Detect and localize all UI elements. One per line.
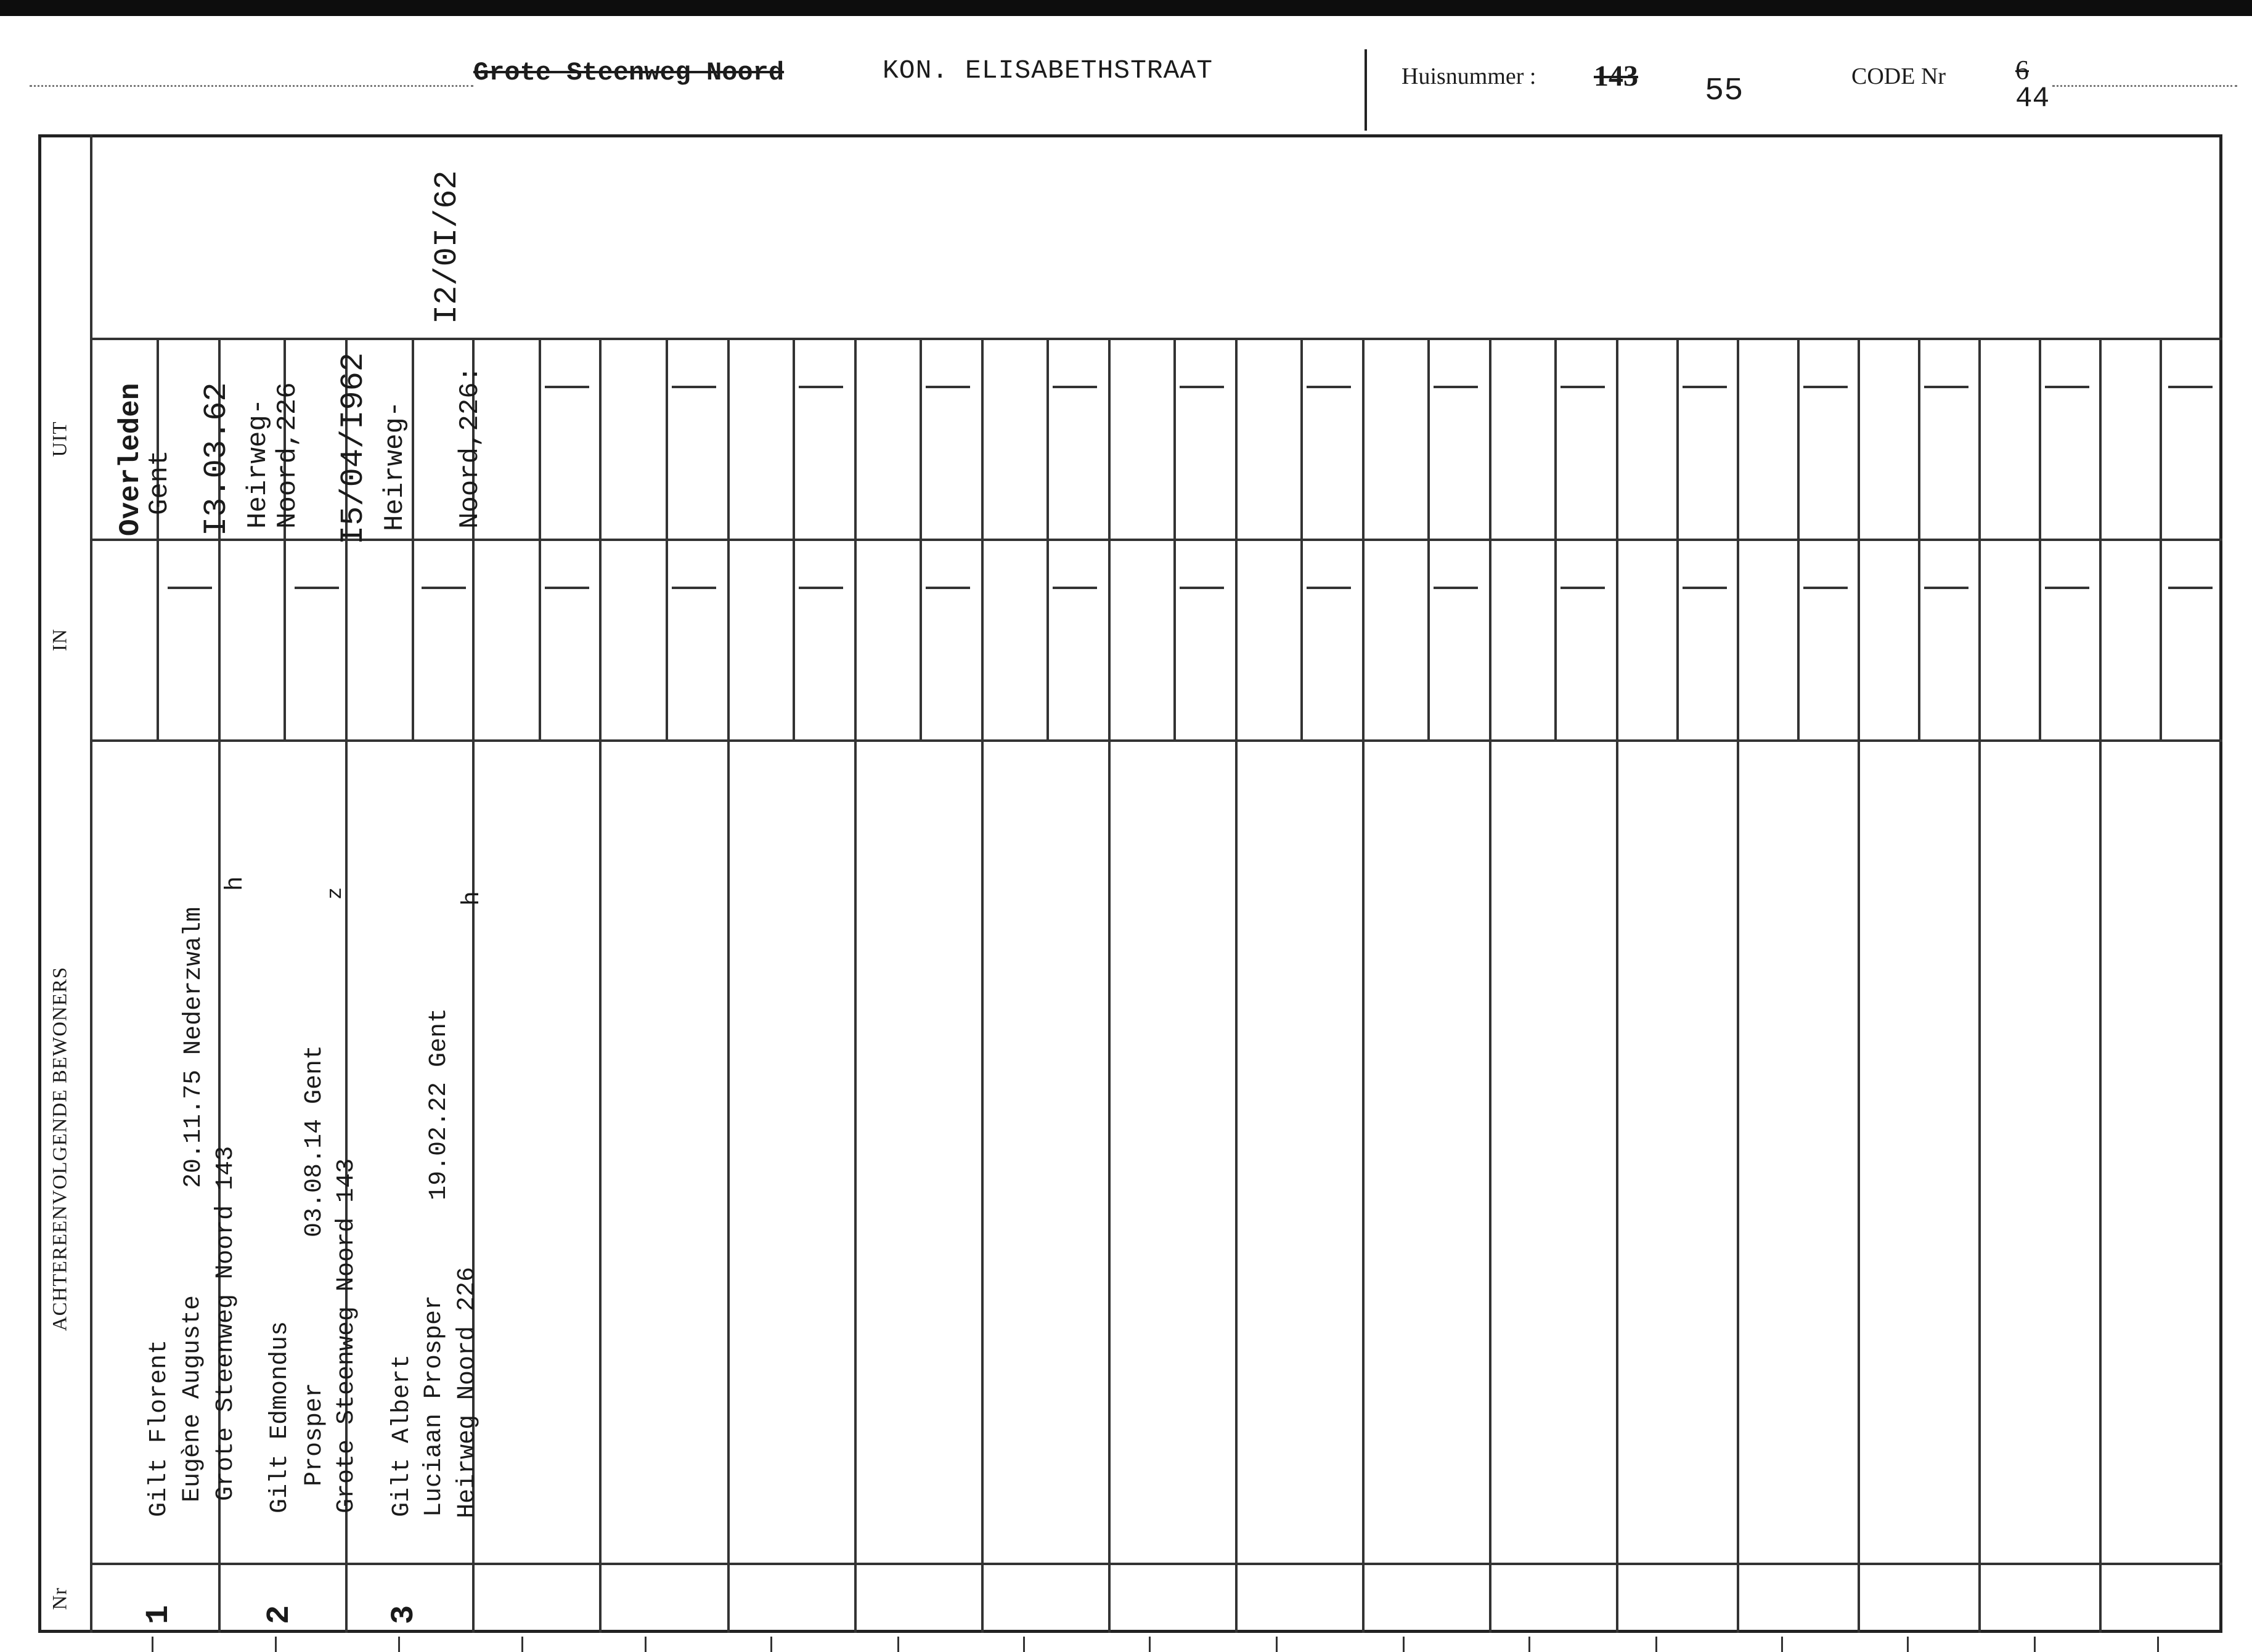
resident-2-uit-line1: Heirweg- bbox=[243, 398, 274, 529]
column-line bbox=[1616, 338, 1618, 1633]
resident-2-first-names: Prosper bbox=[301, 1382, 328, 1486]
uit-dash bbox=[1560, 386, 1605, 388]
bottom-tick bbox=[1655, 1637, 1657, 1652]
header-divider bbox=[1365, 49, 1367, 131]
in-dash bbox=[1053, 587, 1097, 589]
uit-dash bbox=[545, 386, 589, 388]
uit-dash bbox=[1434, 386, 1478, 388]
code-nr-label: CODE Nr bbox=[1851, 63, 1946, 89]
resident-1-nr: 1 bbox=[141, 1605, 177, 1624]
resident-3-first-names: Luciaan Prosper bbox=[420, 1295, 448, 1517]
resident-2-address: Grote Steenweg Noord 143 bbox=[333, 1158, 361, 1513]
half-column-line bbox=[1427, 338, 1430, 739]
uit-dash bbox=[1053, 386, 1097, 388]
resident-1-uit-line1: Overleden bbox=[115, 383, 147, 536]
divider-in-top bbox=[91, 539, 2222, 541]
column-line bbox=[1489, 338, 1491, 1633]
resident-3-name: Gilt Albert bbox=[388, 1354, 416, 1517]
column-line bbox=[1737, 338, 1739, 1633]
half-column-line bbox=[1554, 338, 1557, 739]
half-column-line bbox=[539, 338, 541, 739]
in-dash bbox=[545, 587, 589, 589]
resident-3-address: Heirweg Noord 226 bbox=[454, 1266, 481, 1518]
in-dash bbox=[168, 587, 212, 589]
bottom-tick bbox=[398, 1637, 400, 1652]
half-column-line bbox=[793, 338, 795, 739]
huisnummer-old: 143 bbox=[1594, 60, 1638, 92]
half-column-line bbox=[1797, 338, 1800, 739]
bottom-tick bbox=[1149, 1637, 1151, 1652]
resident-3-nr: 3 bbox=[386, 1605, 422, 1624]
code-nr-old: 6 bbox=[2015, 55, 2029, 85]
in-dash bbox=[799, 587, 843, 589]
uit-dash bbox=[672, 386, 716, 388]
resident-3-birth: 19.02.22 Gent bbox=[425, 1007, 453, 1200]
in-dash bbox=[2045, 587, 2089, 589]
half-column-line bbox=[1918, 338, 1920, 739]
resident-1-first-names: Eugène Auguste bbox=[179, 1295, 206, 1502]
half-column-line bbox=[2160, 338, 2162, 739]
column-line bbox=[599, 338, 602, 1633]
resident-1-address: Grote Steenweg Noord 143 bbox=[212, 1145, 240, 1501]
in-dash bbox=[1560, 587, 1605, 589]
in-dash bbox=[1803, 587, 1848, 589]
bottom-tick bbox=[152, 1637, 153, 1652]
bottom-tick bbox=[1276, 1637, 1278, 1652]
resident-2-nr: 2 bbox=[261, 1605, 298, 1624]
half-column-line bbox=[412, 338, 414, 739]
label-uit: UIT bbox=[49, 421, 71, 457]
column-line bbox=[1978, 338, 1981, 1633]
uit-dash bbox=[1924, 386, 1968, 388]
uit-dash bbox=[2045, 386, 2089, 388]
in-dash bbox=[672, 587, 716, 589]
huisnummer-label: Huisnummer : bbox=[1401, 63, 1536, 89]
in-dash bbox=[295, 587, 339, 589]
in-dash bbox=[1434, 587, 1478, 589]
label-nr: Nr bbox=[49, 1587, 71, 1610]
street-name: KON. ELISABETHSTRAAT bbox=[883, 55, 1214, 86]
half-column-line bbox=[1300, 338, 1303, 739]
bottom-tick bbox=[897, 1637, 899, 1652]
bottom-tick bbox=[521, 1637, 523, 1652]
bottom-tick bbox=[1781, 1637, 1783, 1652]
resident-1-birth: 20.11.75 Nederzwalm bbox=[180, 906, 208, 1188]
bottom-tick bbox=[1403, 1637, 1405, 1652]
half-column-line bbox=[666, 338, 668, 739]
bottom-tick bbox=[1907, 1637, 1909, 1652]
in-dash bbox=[422, 587, 466, 589]
uit-dash bbox=[799, 386, 843, 388]
half-column-line bbox=[1676, 338, 1679, 739]
uit-dash bbox=[2168, 386, 2213, 388]
column-line bbox=[854, 338, 857, 1633]
label-column-divider bbox=[90, 134, 92, 1633]
in-dash bbox=[1683, 587, 1727, 589]
top-black-bar bbox=[0, 0, 2252, 16]
divider-nr-top bbox=[91, 1563, 2222, 1565]
in-dash bbox=[2168, 587, 2213, 589]
in-dash bbox=[926, 587, 970, 589]
column-line bbox=[2099, 338, 2102, 1633]
column-line bbox=[981, 338, 984, 1633]
header-dotted-line-right bbox=[2052, 85, 2237, 87]
column-line bbox=[1235, 338, 1238, 1633]
bottom-tick bbox=[770, 1637, 772, 1652]
half-column-line bbox=[920, 338, 922, 739]
half-column-line bbox=[2039, 338, 2041, 739]
uit-dash bbox=[926, 386, 970, 388]
in-dash bbox=[1307, 587, 1351, 589]
column-line bbox=[1108, 338, 1111, 1633]
column-line bbox=[1858, 338, 1860, 1633]
half-column-line bbox=[1046, 338, 1049, 739]
label-in: IN bbox=[49, 629, 71, 651]
bottom-tick bbox=[1528, 1637, 1530, 1652]
in-dash bbox=[1924, 587, 1968, 589]
resident-3-uit-line2: Noord,226: bbox=[455, 365, 486, 529]
huisnummer-new: 55 bbox=[1705, 73, 1744, 109]
uit-dash bbox=[1180, 386, 1224, 388]
resident-2-uit-line2: Noord,226 bbox=[272, 382, 303, 529]
resident-3-mark: h bbox=[459, 890, 486, 906]
bottom-tick bbox=[1023, 1637, 1025, 1652]
resident-2-uit-date: I5/04/I962 bbox=[335, 352, 372, 545]
uit-dash bbox=[1307, 386, 1351, 388]
uit-dash bbox=[1803, 386, 1848, 388]
resident-2-birth: 03.08.14 Gent bbox=[301, 1044, 328, 1237]
bottom-tick bbox=[2157, 1637, 2159, 1652]
column-line bbox=[727, 338, 730, 1633]
street-struck-out: Grote Steenweg Noord bbox=[473, 58, 785, 87]
half-column-line bbox=[157, 338, 159, 739]
code-nr-new: 44 bbox=[2015, 83, 2050, 115]
bottom-tick bbox=[2034, 1637, 2036, 1652]
top-date-note: I2/0I/62 bbox=[429, 170, 465, 324]
half-column-line bbox=[1173, 338, 1176, 739]
resident-1-name: Gilt Florent bbox=[145, 1339, 173, 1517]
bottom-tick bbox=[645, 1637, 647, 1652]
resident-1-uit-line2: Gent bbox=[144, 450, 175, 515]
resident-2-mark: z bbox=[324, 887, 348, 900]
resident-1-mark: h bbox=[222, 876, 250, 891]
resident-2-name: Gilt Edmondus bbox=[266, 1320, 294, 1513]
bottom-tick bbox=[275, 1637, 277, 1652]
label-bewoners: ACHTEREENVOLGENDE BEWONERS bbox=[49, 966, 71, 1332]
in-dash bbox=[1180, 587, 1224, 589]
divider-uit-top bbox=[91, 338, 2222, 340]
uit-dash bbox=[1683, 386, 1727, 388]
resident-1-uit-date: I3.03.62 bbox=[198, 382, 235, 536]
resident-3-uit-line1: Heirweg- bbox=[380, 401, 410, 531]
column-line bbox=[1362, 338, 1365, 1633]
divider-bewoners-top bbox=[91, 739, 2222, 742]
header-dotted-line bbox=[30, 85, 473, 87]
